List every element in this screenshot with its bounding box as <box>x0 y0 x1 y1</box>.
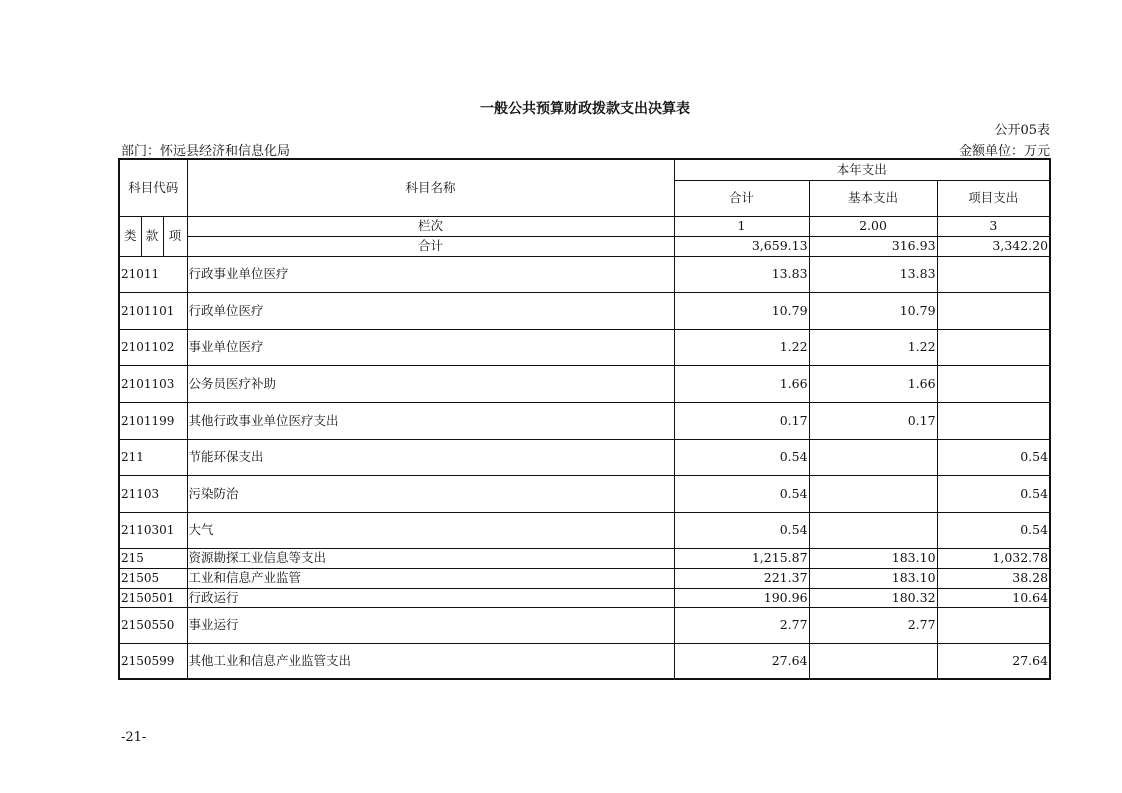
subject-code: 2150501 <box>119 588 187 607</box>
table-row <box>119 607 1050 643</box>
basic-header: 基本支出 <box>809 180 937 216</box>
amount-basic: 183.10 <box>809 568 937 588</box>
amount-total: 221.37 <box>674 568 809 588</box>
amount-basic: 2.77 <box>809 607 937 643</box>
amount-basic <box>809 643 937 679</box>
table-row <box>119 329 1050 365</box>
table-row <box>119 512 1050 548</box>
table-row <box>119 292 1050 329</box>
amount-project: 0.54 <box>937 475 1050 512</box>
column-index-row <box>119 216 1050 236</box>
amount-project: 38.28 <box>937 568 1050 588</box>
amount-total: 0.54 <box>674 475 809 512</box>
amount-basic <box>809 475 937 512</box>
header-row-1 <box>119 159 1050 180</box>
subject-code: 21011 <box>119 256 187 292</box>
table-row <box>119 588 1050 607</box>
amount-project: 0.54 <box>937 512 1050 548</box>
amount-basic: 13.83 <box>809 256 937 292</box>
grand-total-amount: 3,659.13 <box>674 236 809 256</box>
amount-total: 0.17 <box>674 402 809 439</box>
budget-table <box>118 158 1051 680</box>
amount-project <box>937 402 1050 439</box>
subject-name-header: 科目名称 <box>187 159 674 216</box>
subject-name: 资源勘探工业信息等支出 <box>187 548 674 568</box>
table-row <box>119 365 1050 402</box>
subject-code-header: 科目代码 <box>119 159 187 216</box>
amount-project: 1,032.78 <box>937 548 1050 568</box>
subject-name: 节能环保支出 <box>187 439 674 475</box>
subject-name: 行政单位医疗 <box>187 292 674 329</box>
subject-code: 21505 <box>119 568 187 588</box>
subject-name: 行政事业单位医疗 <box>187 256 674 292</box>
table-row <box>119 439 1050 475</box>
amount-basic: 183.10 <box>809 548 937 568</box>
subject-code: 2110301 <box>119 512 187 548</box>
subject-code: 2101103 <box>119 365 187 402</box>
amount-project: 10.64 <box>937 588 1050 607</box>
subject-name: 事业单位医疗 <box>187 329 674 365</box>
subject-code: 2101102 <box>119 329 187 365</box>
lei-header: 类 <box>119 216 141 256</box>
table-row <box>119 548 1050 568</box>
amount-total: 1.66 <box>674 365 809 402</box>
current-year-header: 本年支出 <box>674 159 1050 180</box>
grand-total-basic: 316.93 <box>809 236 937 256</box>
table-row <box>119 402 1050 439</box>
amount-project: 0.54 <box>937 439 1050 475</box>
amount-basic: 1.22 <box>809 329 937 365</box>
subject-name: 行政运行 <box>187 588 674 607</box>
amount-total: 10.79 <box>674 292 809 329</box>
subject-code: 2101199 <box>119 402 187 439</box>
kuan-header: 款 <box>141 216 163 256</box>
xiang-header: 项 <box>163 216 187 256</box>
department-label: 部门：怀远县经济和信息化局 <box>121 144 291 159</box>
subject-name: 公务员医疗补助 <box>187 365 674 402</box>
subject-code: 21103 <box>119 475 187 512</box>
amount-project <box>937 607 1050 643</box>
amount-total: 0.54 <box>674 439 809 475</box>
amount-total: 27.64 <box>674 643 809 679</box>
amount-basic: 180.32 <box>809 588 937 607</box>
amount-basic: 1.66 <box>809 365 937 402</box>
col-index-3: 3 <box>937 216 1050 236</box>
amount-total: 1,215.87 <box>674 548 809 568</box>
subject-name: 事业运行 <box>187 607 674 643</box>
subject-name: 其他行政事业单位医疗支出 <box>187 402 674 439</box>
table-row <box>119 256 1050 292</box>
col-index-2: 2.00 <box>809 216 937 236</box>
amount-total: 13.83 <box>674 256 809 292</box>
subject-code: 2150599 <box>119 643 187 679</box>
amount-basic <box>809 439 937 475</box>
project-header: 项目支出 <box>937 180 1050 216</box>
amount-total: 2.77 <box>674 607 809 643</box>
col-index-1: 1 <box>674 216 809 236</box>
subject-code: 2101101 <box>119 292 187 329</box>
amount-total: 1.22 <box>674 329 809 365</box>
total-header: 合计 <box>674 180 809 216</box>
subject-name: 其他工业和信息产业监管支出 <box>187 643 674 679</box>
subject-code: 2150550 <box>119 607 187 643</box>
amount-project <box>937 365 1050 402</box>
grand-total-project: 3,342.20 <box>937 236 1050 256</box>
amount-project <box>937 292 1050 329</box>
amount-project <box>937 256 1050 292</box>
table-row <box>119 643 1050 679</box>
subject-code: 211 <box>119 439 187 475</box>
amount-basic: 0.17 <box>809 402 937 439</box>
subject-name: 大气 <box>187 512 674 548</box>
amount-project <box>937 329 1050 365</box>
amount-basic <box>809 512 937 548</box>
grand-total-label: 合计 <box>187 236 674 256</box>
page-title: 一般公共预算财政拨款支出决算表 <box>480 101 690 117</box>
form-number: 公开05表 <box>994 123 1050 138</box>
page-number: -21- <box>121 730 147 745</box>
amount-total: 0.54 <box>674 512 809 548</box>
amount-project: 27.64 <box>937 643 1050 679</box>
subject-code: 215 <box>119 548 187 568</box>
subject-name: 工业和信息产业监管 <box>187 568 674 588</box>
subject-name: 污染防治 <box>187 475 674 512</box>
amount-basic: 10.79 <box>809 292 937 329</box>
grand-total-row <box>119 236 1050 256</box>
table-row <box>119 568 1050 588</box>
table-row <box>119 475 1050 512</box>
amount-total: 190.96 <box>674 588 809 607</box>
column-index-label: 栏次 <box>187 216 674 236</box>
amount-unit-label: 金额单位：万元 <box>958 144 1050 159</box>
